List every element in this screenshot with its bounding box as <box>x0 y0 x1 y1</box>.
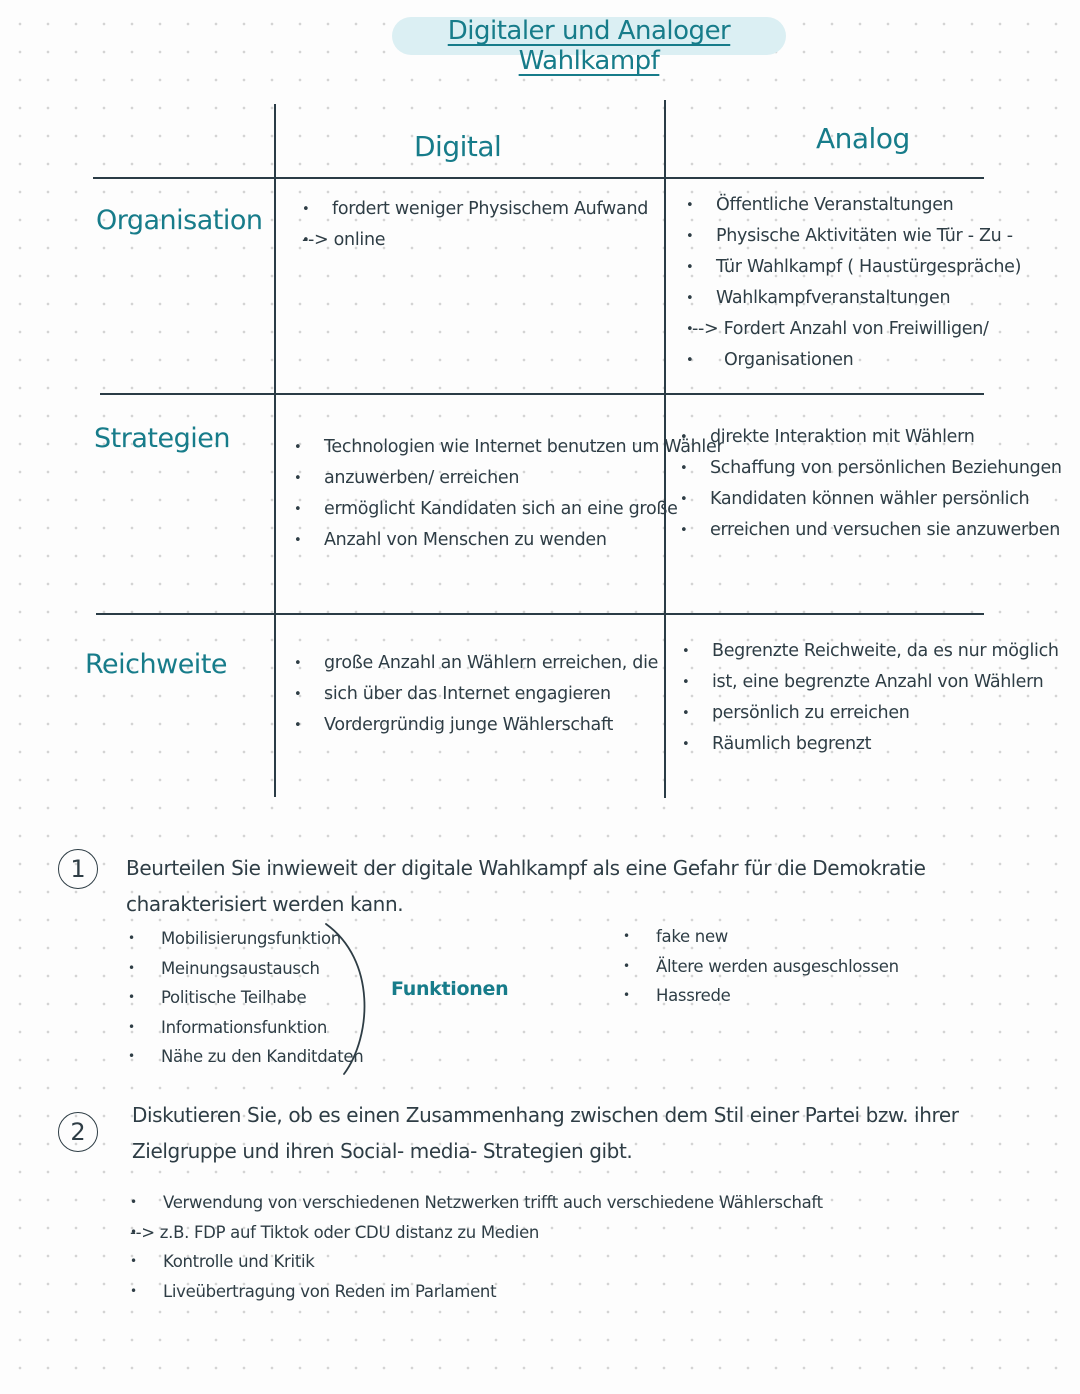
row-header-organisation: Organisation <box>96 205 263 236</box>
dangers-list <box>623 922 899 1011</box>
list-item: • fake new <box>623 922 899 952</box>
list-item: • fordert weniger Physischem Aufwand <box>302 194 648 225</box>
list-item: • Hassrede <box>623 981 899 1011</box>
table-divider-left <box>274 104 276 797</box>
cell-strategien-digital <box>294 432 723 556</box>
list-item-continuation: • erreichen und versuchen sie anzuwerben <box>680 515 1062 546</box>
list-item: • Kandidaten können wähler persönlich <box>680 484 1062 515</box>
row-header-reichweite: Reichweite <box>85 649 228 680</box>
arrow-note: • --> online <box>302 225 648 256</box>
list-item: • Ältere werden ausgeschlossen <box>623 952 899 982</box>
cell-strategien-analog <box>680 422 1062 546</box>
list-item: • Nähe zu den Kanditdaten <box>128 1042 363 1072</box>
list-item: • Politische Teilhabe <box>128 983 363 1013</box>
list-item: • Schaffung von persönlichen Beziehungen <box>680 453 1062 484</box>
cell-organisation-digital <box>302 194 648 256</box>
list-item: • Liveübertragung von Reden im Parlament <box>130 1277 823 1307</box>
task-1-question-line: Beurteilen Sie inwieweit der digitale Wahlkampf als eine Gefahr für die Demokratie <box>126 856 926 880</box>
table-header-line <box>93 177 984 179</box>
page-title: Digitaler und Analoger Wahlkampf <box>447 16 731 76</box>
list-item: • Kontrolle und Kritik <box>130 1247 823 1277</box>
list-item: • direkte Interaktion mit Wählern <box>680 422 1062 453</box>
bracket-icon <box>318 920 370 1078</box>
list-item: • ermöglicht Kandidaten sich an eine große <box>294 494 723 525</box>
column-header-analog: Analog <box>816 122 910 155</box>
list-item: • Meinungsaustausch <box>128 954 363 984</box>
list-item: • Begrenzte Reichweite, da es nur möglich <box>682 636 1059 667</box>
row-header-strategien: Strategien <box>94 423 230 454</box>
arrow-note: • --> Fordert Anzahl von Freiwilligen/ <box>686 314 1021 345</box>
list-item-continuation: • anzuwerben/ erreichen <box>294 463 723 494</box>
cell-reichweite-digital <box>294 648 658 741</box>
list-item-continuation: • Anzahl von Menschen zu wenden <box>294 525 723 556</box>
arrow-note-continuation: • Organisationen <box>686 345 1021 376</box>
list-item-continuation: • Tür Wahlkampf ( Haustürgespräche) <box>686 252 1021 283</box>
list-item: • Technologien wie Internet benutzen um Wähler <box>294 432 723 463</box>
task-number-1: 1 <box>58 849 98 889</box>
task-1-question <box>126 850 926 922</box>
cell-organisation-analog <box>686 190 1021 376</box>
task-2-answers <box>130 1188 823 1306</box>
list-item: • Informationsfunktion <box>128 1013 363 1043</box>
task-2-question-line: Zielgruppe und ihren Social- media- Strategien gibt. <box>132 1139 633 1163</box>
arrow-note: • --> z.B. FDP auf Tiktok oder CDU distanz zu Medien <box>130 1218 823 1248</box>
table-row-line-2 <box>96 613 984 615</box>
list-item-continuation: • sich über das Internet engagieren <box>294 679 658 710</box>
task-2-question <box>132 1097 959 1169</box>
task-number-2: 2 <box>58 1112 98 1152</box>
list-item: • Physische Aktivitäten wie Tür - Zu - <box>686 221 1021 252</box>
functions-label: Funktionen <box>391 978 509 1000</box>
table-row-line-1 <box>100 393 984 395</box>
list-item: • Öffentliche Veranstaltungen <box>686 190 1021 221</box>
list-item: • Räumlich begrenzt <box>682 729 1059 760</box>
list-item: • große Anzahl an Wählern erreichen, die <box>294 648 658 679</box>
list-item-continuation: • persönlich zu erreichen <box>682 698 1059 729</box>
column-header-digital: Digital <box>414 130 502 163</box>
list-item: • Vordergründig junge Wählerschaft <box>294 710 658 741</box>
list-item: • Wahlkampfveranstaltungen <box>686 283 1021 314</box>
task-2-question-line: Diskutieren Sie, ob es einen Zusammenhang zwischen dem Stil einer Partei bzw. ihrer <box>132 1103 959 1127</box>
list-item: • Verwendung von verschiedenen Netzwerken trifft auch verschiedene Wählerschaft <box>130 1188 823 1218</box>
task-1-question-line: charakterisiert werden kann. <box>126 892 404 916</box>
list-item: • Mobilisierungsfunktion <box>128 924 363 954</box>
list-item-continuation: • ist, eine begrenzte Anzahl von Wählern <box>682 667 1059 698</box>
cell-reichweite-analog <box>682 636 1059 760</box>
